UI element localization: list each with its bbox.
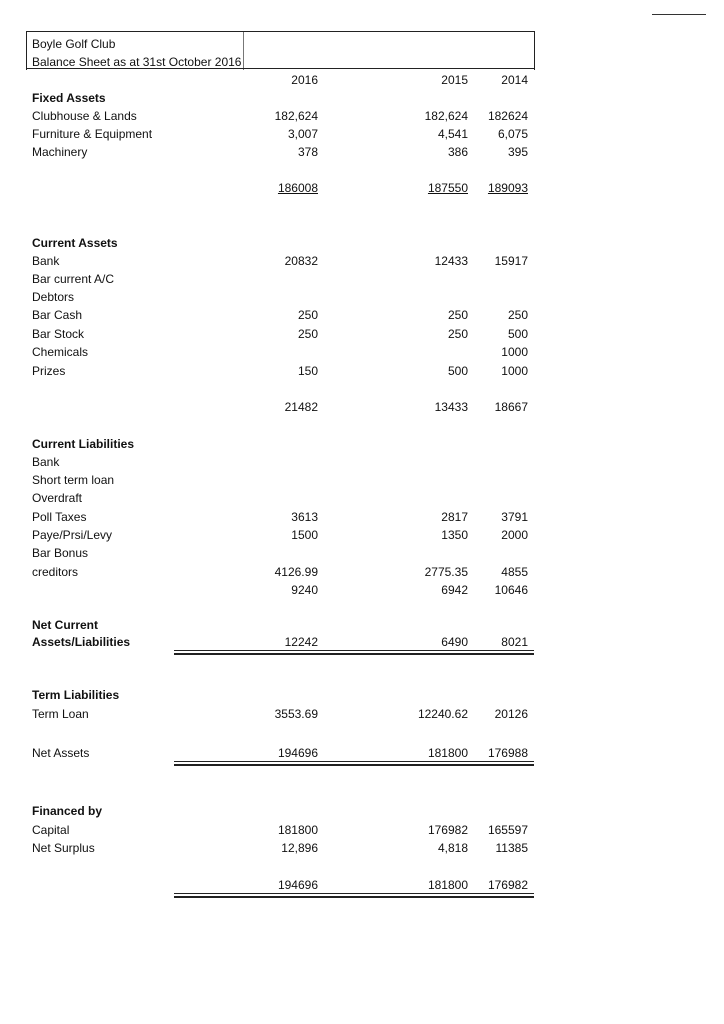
- sheet-subtitle: Balance Sheet as at 31st October 2016: [32, 55, 242, 69]
- title-underline: [26, 68, 534, 69]
- value-2014: 1000: [501, 345, 528, 359]
- double-rule-bottom: [174, 764, 534, 766]
- total-2015: 6942: [441, 583, 468, 597]
- total-2014: 189093: [487, 181, 528, 195]
- value-2014: 6,075: [497, 127, 528, 141]
- value-2014: 182624: [487, 109, 528, 123]
- corner-rule: [652, 14, 706, 15]
- row-label: Bar Bonus: [32, 546, 89, 560]
- table-row: [0, 252, 724, 270]
- value-2015: 182,624: [424, 109, 468, 123]
- value-2016: 3613: [291, 510, 318, 524]
- value-2016: 12,896: [281, 841, 318, 855]
- net-current-label-row: [0, 616, 724, 634]
- table-row: [0, 453, 724, 471]
- total-2016: 9240: [291, 583, 318, 597]
- net-current-row: [0, 633, 724, 651]
- title-box: [26, 31, 535, 70]
- row-label: Paye/Prsi/Levy: [32, 528, 113, 542]
- row-label: Chemicals: [32, 345, 89, 359]
- total-2016: 194696: [277, 878, 318, 892]
- value-2014: 395: [507, 145, 528, 159]
- table-row: [0, 143, 724, 161]
- value-2016: 3553.69: [274, 707, 318, 721]
- value-2014: 165597: [487, 823, 528, 837]
- table-row: [0, 489, 724, 507]
- row-label: creditors: [32, 565, 79, 579]
- value-2015: 12240.62: [417, 707, 468, 721]
- table-row: [0, 107, 724, 125]
- row-label: Capital: [32, 823, 70, 837]
- section-heading: Fixed Assets: [32, 91, 106, 105]
- table-row: [0, 306, 724, 324]
- value-2016: 378: [297, 145, 318, 159]
- value-2015: 250: [447, 308, 468, 322]
- value-2015: 6490: [441, 635, 468, 649]
- value-2014: 15917: [494, 254, 528, 268]
- row-label: Net Current: [32, 618, 99, 632]
- value-2014: 3791: [501, 510, 528, 524]
- row-label: Bank: [32, 455, 60, 469]
- double-rule-top: [174, 650, 534, 651]
- value-2016: 250: [297, 327, 318, 341]
- value-2016: 250: [297, 308, 318, 322]
- value-2015: 2817: [441, 510, 468, 524]
- row-label: Net Surplus: [32, 841, 95, 855]
- row-label: Short term loan: [32, 473, 115, 487]
- table-row: [0, 125, 724, 143]
- value-2015: 386: [447, 145, 468, 159]
- value-2015: 4,541: [437, 127, 468, 141]
- section-heading: Current Assets: [32, 236, 118, 250]
- section-heading: Term Liabilities: [32, 688, 120, 702]
- total-row: [0, 398, 724, 416]
- value-2014: 176988: [487, 746, 528, 760]
- year-2015: 2015: [441, 73, 468, 87]
- value-2015: 2775.35: [424, 565, 468, 579]
- section-heading-fixed-assets: [0, 89, 724, 107]
- double-rule-bottom: [174, 896, 534, 898]
- row-label: Furniture & Equipment: [32, 127, 153, 141]
- table-row: [0, 362, 724, 380]
- row-label: Machinery: [32, 145, 88, 159]
- total-2014: 176982: [487, 878, 528, 892]
- year-2016: 2016: [291, 73, 318, 87]
- value-2014: 250: [507, 308, 528, 322]
- value-2016: 3,007: [287, 127, 318, 141]
- value-2014: 2000: [501, 528, 528, 542]
- year-header-row: [0, 71, 724, 89]
- row-label: Overdraft: [32, 491, 83, 505]
- row-label: Poll Taxes: [32, 510, 87, 524]
- total-2014: 18667: [494, 400, 528, 414]
- value-2015: 12433: [434, 254, 468, 268]
- total-2015: 187550: [427, 181, 468, 195]
- row-label: Debtors: [32, 290, 75, 304]
- table-row: [0, 343, 724, 361]
- row-label: Clubhouse & Lands: [32, 109, 137, 123]
- row-label: Net Assets: [32, 746, 90, 760]
- row-label: Bar Stock: [32, 327, 85, 341]
- value-2014: 20126: [494, 707, 528, 721]
- row-label: Assets/Liabilities: [32, 635, 131, 649]
- section-heading: Current Liabilities: [32, 437, 135, 451]
- total-2016: 21482: [284, 400, 318, 414]
- table-row: [0, 839, 724, 857]
- table-row: [0, 821, 724, 839]
- section-heading-financed-by: [0, 802, 724, 820]
- table-row: [0, 544, 724, 562]
- value-2015: 176982: [427, 823, 468, 837]
- table-row: [0, 526, 724, 544]
- section-heading-current-liabilities: [0, 435, 724, 453]
- value-2016: 150: [297, 364, 318, 378]
- total-row: [0, 581, 724, 599]
- total-row: [0, 179, 724, 197]
- value-2015: 500: [447, 364, 468, 378]
- value-2016: 20832: [284, 254, 318, 268]
- double-rule-bottom: [174, 653, 534, 655]
- table-row: [0, 288, 724, 306]
- value-2015: 4,818: [437, 841, 468, 855]
- total-2014: 10646: [494, 583, 528, 597]
- table-row: [0, 471, 724, 489]
- table-row: [0, 705, 724, 723]
- value-2015: 250: [447, 327, 468, 341]
- club-name: Boyle Golf Club: [32, 37, 116, 51]
- value-2016: 1500: [291, 528, 318, 542]
- table-row: [0, 325, 724, 343]
- total-2015: 181800: [427, 878, 468, 892]
- value-2015: 181800: [427, 746, 468, 760]
- net-assets-row: [0, 744, 724, 762]
- double-rule-top: [174, 893, 534, 894]
- value-2015: 1350: [441, 528, 468, 542]
- value-2016: 4126.99: [274, 565, 318, 579]
- row-label: Bar current A/C: [32, 272, 115, 286]
- total-row: [0, 876, 724, 894]
- table-row: [0, 508, 724, 526]
- row-label: Bar Cash: [32, 308, 83, 322]
- total-2016: 186008: [277, 181, 318, 195]
- year-2014: 2014: [501, 73, 528, 87]
- row-label: Term Loan: [32, 707, 89, 721]
- table-row: [0, 563, 724, 581]
- double-rule-top: [174, 761, 534, 762]
- total-2015: 13433: [434, 400, 468, 414]
- value-2016: 194696: [277, 746, 318, 760]
- table-row: [0, 270, 724, 288]
- value-2014: 11385: [495, 841, 528, 855]
- value-2016: 12242: [284, 635, 318, 649]
- section-heading: Financed by: [32, 804, 103, 818]
- section-heading-term-liabilities: [0, 686, 724, 704]
- value-2014: 500: [507, 327, 528, 341]
- row-label: Bank: [32, 254, 60, 268]
- value-2014: 8021: [501, 635, 528, 649]
- section-heading-current-assets: [0, 234, 724, 252]
- value-2014: 1000: [501, 364, 528, 378]
- value-2016: 182,624: [274, 109, 318, 123]
- value-2014: 4855: [501, 565, 528, 579]
- value-2016: 181800: [277, 823, 318, 837]
- row-label: Prizes: [32, 364, 66, 378]
